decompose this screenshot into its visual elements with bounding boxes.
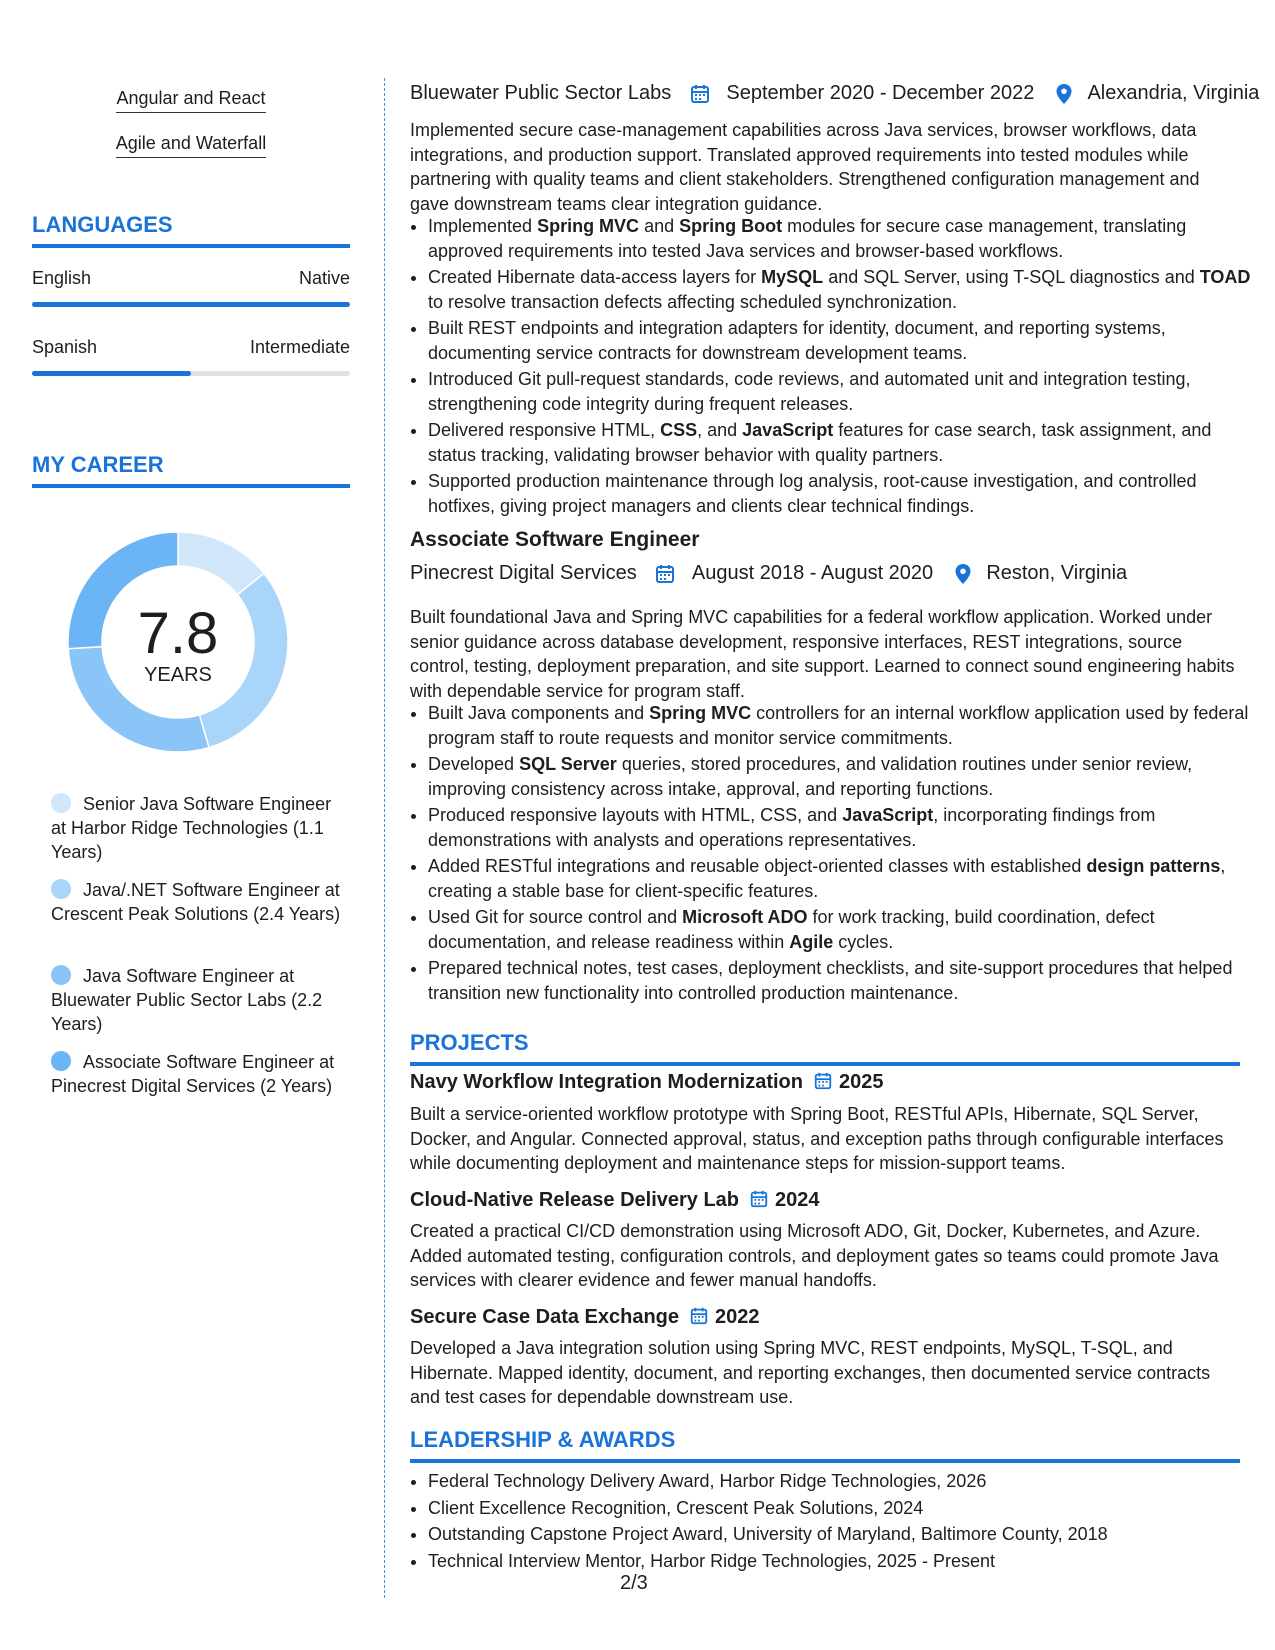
bullet-emphasis: Agile <box>789 931 834 952</box>
career-heading: MY CAREER <box>32 452 350 488</box>
project-title: Secure Case Data Exchange <box>410 1306 680 1328</box>
bullet-emphasis: MySQL <box>761 267 824 287</box>
bullet-text: and SQL Server, using T-SQL diagnostics and <box>823 267 1200 287</box>
career-legend-dot <box>51 879 71 899</box>
job-bullet <box>428 214 1258 263</box>
projects-heading: PROJECTS <box>410 1030 1240 1066</box>
bullet-text: Delivered responsive HTML, <box>428 420 661 440</box>
bullet-text: Prepared technical notes, test cases, deployment checklists, and site-support procedures that helped transition new functionality into controlled production maintenance. <box>428 958 1233 1003</box>
calendar-icon <box>689 1306 709 1326</box>
bullet-text: Developed <box>428 754 520 774</box>
bullet-emphasis: Spring MVC <box>537 216 640 236</box>
bullet-text: Supported production maintenance through log analysis, root-cause investigation, and controlled hotfixes, giving project managers and clients clear technical findings. <box>428 471 1197 516</box>
company-name: Bluewater Public Sector Labs <box>410 82 672 105</box>
project-year: 2025 <box>839 1071 884 1093</box>
job-bullet <box>428 905 1258 954</box>
job-bullet-list <box>410 214 1258 520</box>
bullet-text: Added RESTful integrations and reusable object-oriented classes with established <box>428 856 1087 876</box>
bullet-text: Built Java components and <box>428 703 650 723</box>
award-item: • Technical Interview Mentor, Harbor Ridge Technologies, 2025 - Present <box>428 1549 1258 1574</box>
location-pin-icon <box>953 563 973 585</box>
bullet-text: Implemented <box>428 216 538 236</box>
job-bullet <box>428 956 1258 1005</box>
career-legend-dot <box>51 965 71 985</box>
job-bullet <box>428 316 1258 365</box>
job-bullet <box>428 367 1258 416</box>
project-title-line <box>410 1071 884 1094</box>
skill-tag <box>32 133 350 158</box>
bullet-text: to resolve transaction defects affecting scheduled synchronization. <box>428 291 957 312</box>
career-legend-label: Senior Java Software Engineer at Harbor Ridge Technologies (1.1 Years) <box>51 794 332 862</box>
job-meta-line <box>410 562 1127 585</box>
bullet-text: cycles. <box>833 931 894 952</box>
calendar-icon <box>749 1189 769 1209</box>
bullet-text: controllers for an internal workflow application used by federal program staff to route requests and monitor service commitments. <box>428 703 1249 748</box>
bullet-text: Used Git for source control and <box>428 907 683 927</box>
bullet-emphasis: JavaScript <box>742 420 834 440</box>
career-legend-label: Java Software Engineer at Bluewater Public Sector Labs (2.2 Years) <box>51 966 323 1034</box>
project-year: 2024 <box>775 1189 820 1211</box>
award-item: • Federal Technology Delivery Award, Harbor Ridge Technologies, 2026 <box>428 1469 1258 1494</box>
language-level: Intermediate <box>249 337 350 357</box>
bullet-emphasis: SQL Server <box>519 754 617 774</box>
bullet-text: Created Hibernate data-access layers for <box>428 267 762 287</box>
column-divider <box>384 78 385 1598</box>
languages-heading: LANGUAGES <box>32 212 350 248</box>
project-title: Cloud-Native Release Delivery Lab <box>410 1189 740 1211</box>
calendar-icon <box>813 1071 833 1091</box>
bullet-text: features for case search, task assignment, and status tracking, validating browser behavior with quality partners. <box>428 420 1212 465</box>
skill-label: Angular and React <box>116 88 265 113</box>
location-pin-icon <box>1054 83 1074 105</box>
bullet-emphasis: JavaScript <box>842 805 934 825</box>
career-legend-item <box>51 878 351 926</box>
language-proficiency-bar <box>32 302 350 307</box>
job-location: Reston, Virginia <box>986 562 1128 585</box>
bullet-emphasis: Spring Boot <box>679 216 783 236</box>
project-description: Developed a Java integration solution using Spring MVC, REST endpoints, MySQL, T-SQL, and Hibernate. Mapped identity, document, and reporting exchanges, then documented service contracts and test cases for dependable downstream use. <box>410 1338 1211 1407</box>
skill-tag <box>32 88 350 113</box>
job-dates: August 2018 - August 2020 <box>691 562 934 585</box>
language-proficiency-bar <box>32 371 350 376</box>
awards-heading: LEADERSHIP & AWARDS <box>410 1427 1240 1463</box>
bullet-text: queries, stored procedures, and validation routines under senior review, improving consistency across intake, approval, and reporting functions. <box>428 754 1193 799</box>
career-legend-item <box>51 964 351 1036</box>
page-number: 2/3 <box>620 1572 648 1594</box>
career-legend-label: Associate Software Engineer at Pinecrest Digital Services (2 Years) <box>51 1052 335 1096</box>
calendar-icon <box>689 83 711 105</box>
bullet-emphasis: TOAD <box>1199 267 1251 287</box>
bullet-emphasis: Microsoft ADO <box>682 907 808 927</box>
bullet-emphasis: design patterns <box>1086 856 1221 876</box>
job-bullet <box>428 854 1258 903</box>
job-bullet <box>428 418 1258 467</box>
project-title: Navy Workflow Integration Modernization <box>410 1071 803 1093</box>
bullet-text: , incorporating findings from demonstrations with analysts and operations representatives. <box>428 805 1156 850</box>
language-proficiency-fill <box>32 302 350 307</box>
bullet-text: Built REST endpoints and integration adapters for identity, document, and reporting systems, documenting service contracts for downstream development teams. <box>428 318 1166 363</box>
job-bullet <box>428 265 1258 314</box>
project-description: Built a service-oriented workflow prototype with Spring Boot, RESTful APIs, Hibernate, SQL Server, Docker, and Angular. Connected approval, status, and exception paths through configurable interfaces while documenting deployment and maintenance steps for mission-support teams. <box>410 1104 1224 1173</box>
calendar-icon <box>654 563 676 585</box>
job-dates: September 2020 - December 2022 <box>726 82 1035 105</box>
language-name: Spanish <box>32 337 98 357</box>
language-proficiency-fill <box>32 371 191 376</box>
project-title-line <box>410 1189 820 1212</box>
career-legend-dot <box>51 1051 71 1071</box>
project-year: 2022 <box>715 1306 760 1328</box>
job-bullet <box>428 752 1258 801</box>
bullet-text: Produced responsive layouts with HTML, CSS, and <box>428 805 843 825</box>
career-total-unit: YEARS <box>144 664 212 686</box>
bullet-text: , creating a stable base for client-specific features. <box>428 856 1226 901</box>
project-description: Created a practical CI/CD demonstration using Microsoft ADO, Git, Docker, Kubernetes, and Azure. Added automated testing, configuration controls, and deployment gates so teams could promote Java services with clearer evidence and fewer manual handoffs. <box>410 1221 1219 1290</box>
bullet-text: Introduced Git pull-request standards, code reviews, and automated unit and integration testing, strengthening code integrity during frequent releases. <box>428 369 1191 414</box>
bullet-text: and <box>639 216 680 236</box>
award-item: • Outstanding Capstone Project Award, University of Maryland, Baltimore County, 2018 <box>428 1522 1258 1547</box>
project-title-line <box>410 1306 760 1329</box>
bullet-emphasis: CSS <box>660 420 698 440</box>
language-name: English <box>32 268 92 288</box>
career-total-years: 7.8 <box>137 601 219 666</box>
job-bullet-list <box>410 701 1258 1007</box>
job-summary: Built foundational Java and Spring MVC capabilities for a federal workflow application. Worked under senior guidance across database development, responsive interfaces, REST integrations, source control, testing, deployment preparation, and site support. Learned to connect sound engineering habits with dependable service for program staff. <box>410 607 1235 701</box>
career-legend-item <box>51 792 351 864</box>
language-level: Native <box>298 268 350 288</box>
role-title: Associate Software Engineer <box>410 528 700 551</box>
skill-label: Agile and Waterfall <box>116 133 266 158</box>
job-summary: Implemented secure case-management capabilities across Java services, browser workflows, data integrations, and production support. Translated approved requirements into tested modules while partnering with quality teams and client stakeholders. Strengthened configuration management and gave downstream teams clear integration guidance. <box>410 120 1200 214</box>
job-meta-line <box>410 82 1259 105</box>
career-legend-dot <box>51 793 71 813</box>
job-bullet <box>428 469 1258 518</box>
bullet-text: modules for secure case management, translating approved requirements into tested Java services and browser-based workflows. <box>428 216 1187 261</box>
bullet-text: for work tracking, build coordination, defect documentation, and release readiness within <box>428 907 1155 952</box>
awards-list <box>410 1469 1258 1575</box>
career-legend-item <box>51 1050 351 1098</box>
job-bullet <box>428 803 1258 852</box>
company-name: Pinecrest Digital Services <box>410 562 637 585</box>
bullet-emphasis: Spring MVC <box>649 703 752 723</box>
job-bullet <box>428 701 1258 750</box>
job-location: Alexandria, Virginia <box>1087 82 1260 105</box>
career-legend-label: Java/.NET Software Engineer at Crescent Peak Solutions (2.4 Years) <box>51 880 341 924</box>
bullet-text: , and <box>697 420 743 440</box>
award-item: • Client Excellence Recognition, Crescent Peak Solutions, 2024 <box>428 1496 1258 1521</box>
